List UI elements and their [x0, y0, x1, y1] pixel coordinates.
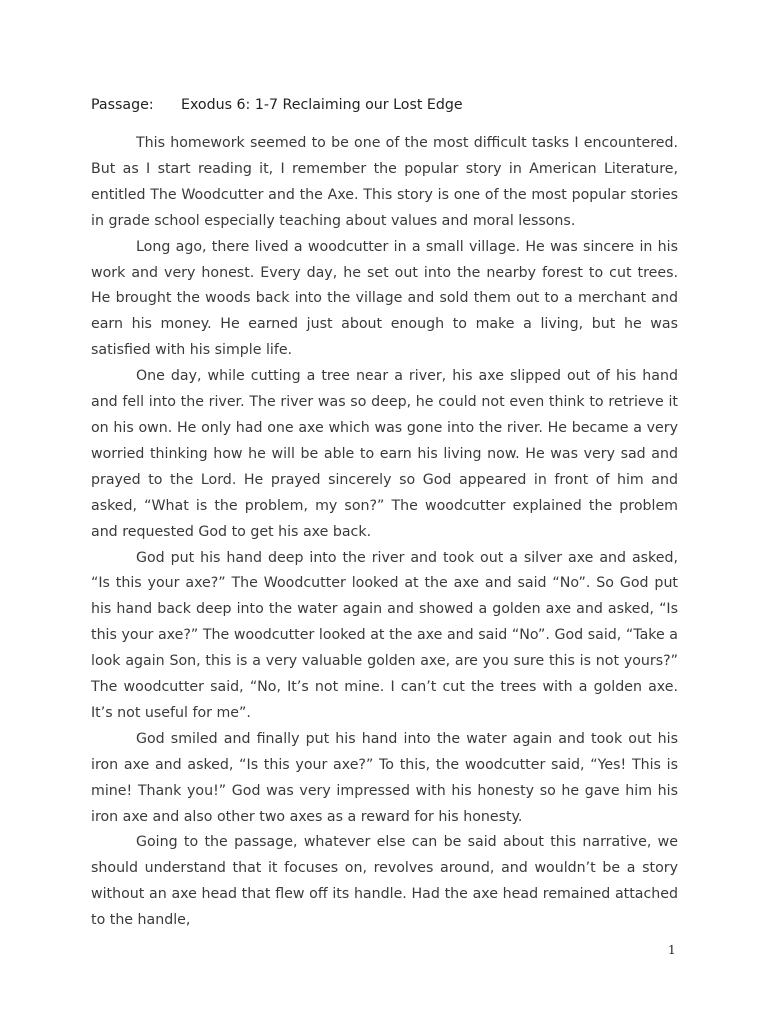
document-body — [91, 131, 678, 934]
page-number: 1 — [668, 943, 676, 957]
passage-label: Passage: — [91, 97, 154, 113]
paragraph: Going to the passage, whatever else can be said about this narrative, we should understand that it focuses on, revolves around, and wouldn’t be a story without an axe head that flew off its handle. Had the axe head remained attached to the handle, — [91, 834, 678, 929]
paragraph: God put his hand deep into the river and took out a silver axe and asked, “Is this your axe?” The Woodcutter looked at the axe and said “No”. So God put his hand back deep into the water again and showed a golden axe and asked, “Is this your axe?” The woodcutter looked at the axe and said “No”. God said, “Take a look again Son, this is a very valuable golden axe, are you sure this is not yours?” The woodcutter said, “No, It’s not mine. I can’t cut the trees with a golden axe. It’s not useful for me”. — [91, 549, 678, 721]
paragraph: This homework seemed to be one of the most difficult tasks I encountered. But as I start reading it, I remember the popular story in American Literature, entitled The Woodcutter and the Axe. This story is one of the most popular stories in grade school especially teaching about values and moral lessons. — [91, 135, 678, 229]
paragraph: God smiled and finally put his hand into the water again and took out his iron axe and asked, “Is this your axe?” To this, the woodcutter said, “Yes! This is mine! Thank you!” God was very impressed with his honesty so he gave him his iron axe and also other two axes as a reward for his honesty. — [91, 730, 678, 825]
passage-header — [91, 94, 463, 116]
passage-title: Exodus 6: 1-7 Reclaiming our Lost Edge — [181, 97, 463, 113]
paragraph: One day, while cutting a tree near a river, his axe slipped out of his hand and fell into the river. The river was so deep, he could not even think to retrieve it on his own. He only had one axe which was gone into the river. He became a very worried thinking how he will be able to earn his living now. He was very sad and prayed to the Lord. He prayed sincerely so God appeared in front of him and asked, “What is the problem, my son?” The woodcutter explained the problem and requested God to get his axe back. — [91, 368, 678, 540]
paragraph: Long ago, there lived a woodcutter in a small village. He was sincere in his work and very honest. Every day, he set out into the nearby forest to cut trees. He brought the woods back into the village and sold them out to a merchant and earn his money. He earned just about enough to make a living, but he was satisfied with his simple life. — [91, 238, 678, 359]
